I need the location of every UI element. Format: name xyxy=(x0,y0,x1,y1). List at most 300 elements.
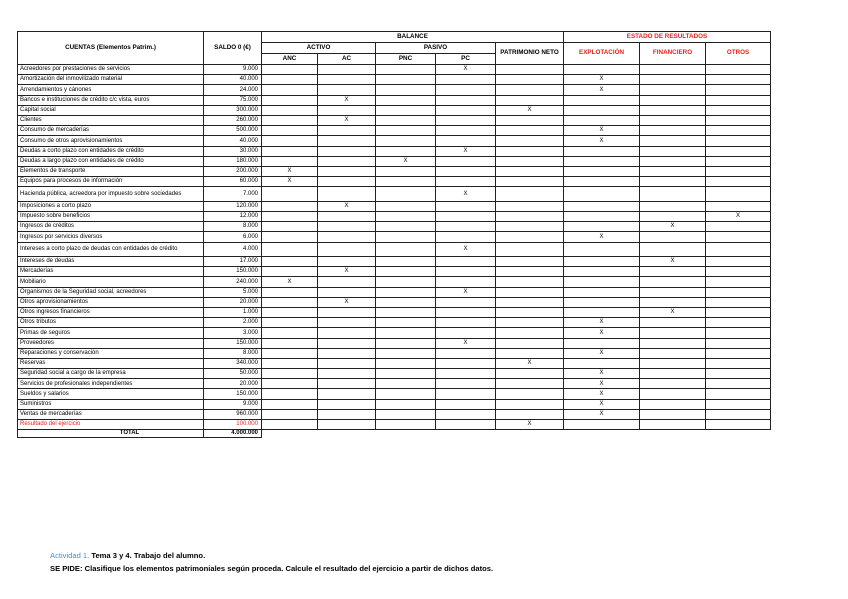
table-row xyxy=(18,257,771,267)
table-row xyxy=(18,126,771,136)
cell-otros xyxy=(706,65,771,75)
account-name: Bancos e instituciones de crédito c/c vista, euros xyxy=(18,95,204,105)
account-balance: 120.000 xyxy=(204,201,262,211)
cell-otros xyxy=(706,95,771,105)
cell-ac xyxy=(318,399,376,409)
classification-mark: X xyxy=(436,242,496,257)
cell-anc xyxy=(262,409,318,419)
cell-pnc xyxy=(376,399,436,409)
classification-mark: X xyxy=(262,277,318,287)
cell-pc xyxy=(436,232,496,242)
cell-anc xyxy=(262,348,318,358)
cell-explotacion xyxy=(564,297,640,307)
cell-financiero xyxy=(640,146,706,156)
classification-mark: X xyxy=(376,156,436,166)
classification-mark: X xyxy=(262,166,318,176)
table-row xyxy=(18,222,771,232)
cell-pc xyxy=(436,297,496,307)
cell-ac xyxy=(318,307,376,317)
account-name: Otros aprovisionamientos xyxy=(18,297,204,307)
cell-explotacion xyxy=(564,95,640,105)
cell-financiero xyxy=(640,85,706,95)
cell-explotacion xyxy=(564,338,640,348)
cell-pc xyxy=(436,318,496,328)
classification-mark: X xyxy=(564,348,640,358)
cell-otros xyxy=(706,257,771,267)
cell-otros xyxy=(706,358,771,368)
account-balance: 240.000 xyxy=(204,277,262,287)
cell-anc xyxy=(262,211,318,221)
cell-explotacion xyxy=(564,358,640,368)
account-balance: 20.000 xyxy=(204,379,262,389)
table-row xyxy=(18,358,771,368)
table-row xyxy=(18,95,771,105)
account-name: Primas de seguros xyxy=(18,328,204,338)
cell-financiero xyxy=(640,201,706,211)
cell-pc xyxy=(436,307,496,317)
account-balance: 340.000 xyxy=(204,358,262,368)
cell-pn xyxy=(496,187,564,202)
cell-pn xyxy=(496,307,564,317)
cell-pnc xyxy=(376,115,436,125)
cell-pnc xyxy=(376,277,436,287)
classification-mark: X xyxy=(318,201,376,211)
activity-line xyxy=(50,549,493,562)
account-balance: 180.000 xyxy=(204,156,262,166)
cell-pnc xyxy=(376,297,436,307)
classification-mark: X xyxy=(706,211,771,221)
cell-otros xyxy=(706,136,771,146)
cell-anc xyxy=(262,369,318,379)
account-balance: 60.000 xyxy=(204,177,262,187)
cell-otros xyxy=(706,126,771,136)
cell-otros xyxy=(706,409,771,419)
cell-otros xyxy=(706,222,771,232)
cell-ac xyxy=(318,126,376,136)
table-row xyxy=(18,307,771,317)
cell-financiero xyxy=(640,136,706,146)
cell-pn xyxy=(496,136,564,146)
cell-explotacion xyxy=(564,105,640,115)
account-balance: 9.000 xyxy=(204,399,262,409)
table-row xyxy=(18,348,771,358)
cell-otros xyxy=(706,115,771,125)
cell-pnc xyxy=(376,242,436,257)
accounts-rows xyxy=(18,65,771,430)
cell-financiero xyxy=(640,358,706,368)
classification-mark: X xyxy=(564,75,640,85)
cell-pnc xyxy=(376,318,436,328)
cell-pnc xyxy=(376,338,436,348)
cell-ac xyxy=(318,166,376,176)
account-name: Otros ingresos financieros xyxy=(18,307,204,317)
cell-explotacion xyxy=(564,420,640,430)
cell-pn xyxy=(496,201,564,211)
cell-pc xyxy=(436,277,496,287)
cell-anc xyxy=(262,358,318,368)
cell-pn xyxy=(496,399,564,409)
classification-mark: X xyxy=(564,85,640,95)
cell-financiero xyxy=(640,75,706,85)
account-name: Imposiciones a corto plazo xyxy=(18,201,204,211)
cell-otros xyxy=(706,166,771,176)
cell-ac xyxy=(318,420,376,430)
cell-anc xyxy=(262,222,318,232)
cell-pnc xyxy=(376,389,436,399)
cell-anc xyxy=(262,399,318,409)
table-row xyxy=(18,420,771,430)
account-name: Reservas xyxy=(18,358,204,368)
cell-pn xyxy=(496,338,564,348)
classification-mark: X xyxy=(564,328,640,338)
account-balance: 5.000 xyxy=(204,287,262,297)
cell-ac xyxy=(318,65,376,75)
cell-ac xyxy=(318,177,376,187)
table-row xyxy=(18,136,771,146)
cell-otros xyxy=(706,297,771,307)
cell-financiero xyxy=(640,389,706,399)
cell-explotacion xyxy=(564,242,640,257)
classification-mark: X xyxy=(436,65,496,75)
cell-ac xyxy=(318,136,376,146)
cell-ac xyxy=(318,242,376,257)
cell-pc xyxy=(436,389,496,399)
table-row xyxy=(18,146,771,156)
cell-pc xyxy=(436,75,496,85)
activity-label: Actividad 1. xyxy=(50,551,90,560)
cell-ac xyxy=(318,146,376,156)
account-name: Resultado del ejercicio xyxy=(18,420,204,430)
cell-otros xyxy=(706,277,771,287)
header-ac: AC xyxy=(318,54,376,65)
cell-ac xyxy=(318,257,376,267)
cell-pc xyxy=(436,166,496,176)
account-balance: 17.000 xyxy=(204,257,262,267)
cell-financiero xyxy=(640,166,706,176)
account-name: Amortización del inmovilizado material xyxy=(18,75,204,85)
cell-financiero xyxy=(640,369,706,379)
cell-explotacion xyxy=(564,177,640,187)
cell-otros xyxy=(706,105,771,115)
account-name: Acreedores por prestaciones de servicios xyxy=(18,65,204,75)
table-row xyxy=(18,318,771,328)
account-balance: 260.000 xyxy=(204,115,262,125)
cell-explotacion xyxy=(564,201,640,211)
cell-otros xyxy=(706,75,771,85)
cell-otros xyxy=(706,146,771,156)
header-cuentas: CUENTAS (Elementos Patrim.) xyxy=(18,32,204,65)
account-name: Ingresos de créditos xyxy=(18,222,204,232)
cell-anc xyxy=(262,389,318,399)
cell-pc xyxy=(436,420,496,430)
cell-otros xyxy=(706,187,771,202)
cell-pn xyxy=(496,156,564,166)
cell-explotacion xyxy=(564,115,640,125)
cell-financiero xyxy=(640,177,706,187)
cell-pc xyxy=(436,211,496,221)
header-otros: OTROS xyxy=(706,43,771,65)
account-balance: 150.000 xyxy=(204,338,262,348)
account-balance: 9.000 xyxy=(204,65,262,75)
table-row xyxy=(18,232,771,242)
cell-ac xyxy=(318,369,376,379)
cell-pc xyxy=(436,126,496,136)
account-balance: 500.000 xyxy=(204,126,262,136)
cell-otros xyxy=(706,242,771,257)
cell-otros xyxy=(706,379,771,389)
classification-mark: X xyxy=(496,105,564,115)
account-name: Deudas a largo plazo con entidades de crédito xyxy=(18,156,204,166)
account-balance: 300.000 xyxy=(204,105,262,115)
cell-pn xyxy=(496,277,564,287)
classification-mark: X xyxy=(436,287,496,297)
cell-pnc xyxy=(376,379,436,389)
cell-pnc xyxy=(376,369,436,379)
cell-pn xyxy=(496,297,564,307)
cell-anc xyxy=(262,420,318,430)
cell-ac xyxy=(318,232,376,242)
table-row xyxy=(18,105,771,115)
cell-pnc xyxy=(376,136,436,146)
cell-pn xyxy=(496,267,564,277)
cell-otros xyxy=(706,85,771,95)
classification-mark: X xyxy=(640,307,706,317)
cell-pc xyxy=(436,177,496,187)
cell-pnc xyxy=(376,348,436,358)
table-row xyxy=(18,297,771,307)
account-name: Organismos de la Seguridad social, acreedores xyxy=(18,287,204,297)
cell-otros xyxy=(706,307,771,317)
cell-financiero xyxy=(640,409,706,419)
cell-explotacion xyxy=(564,156,640,166)
cell-pnc xyxy=(376,166,436,176)
account-name: Ingresos por servicios diversos xyxy=(18,232,204,242)
cell-pn xyxy=(496,348,564,358)
cell-anc xyxy=(262,105,318,115)
cell-pnc xyxy=(376,211,436,221)
cell-anc xyxy=(262,242,318,257)
table-row xyxy=(18,267,771,277)
cell-financiero xyxy=(640,328,706,338)
table-row xyxy=(18,75,771,85)
cell-ac xyxy=(318,277,376,287)
account-balance: 960.000 xyxy=(204,409,262,419)
cell-pnc xyxy=(376,75,436,85)
classification-mark: X xyxy=(564,369,640,379)
classification-mark: X xyxy=(564,379,640,389)
header-anc: ANC xyxy=(262,54,318,65)
account-name: Hacienda pública, acreedora por impuesto sobre sociedades xyxy=(18,187,204,202)
account-name: Servicios de profesionales independientes xyxy=(18,379,204,389)
account-name: Mercaderías xyxy=(18,267,204,277)
classification-mark: X xyxy=(318,115,376,125)
cell-explotacion xyxy=(564,222,640,232)
table-row xyxy=(18,156,771,166)
task-line xyxy=(50,562,493,575)
account-name: Impuesto sobre beneficios xyxy=(18,211,204,221)
classification-mark: X xyxy=(436,338,496,348)
account-name: Sueldos y salarios xyxy=(18,389,204,399)
account-balance: 1.000 xyxy=(204,307,262,317)
account-balance: 12.000 xyxy=(204,211,262,221)
cell-explotacion xyxy=(564,257,640,267)
account-name: Intereses de deudas xyxy=(18,257,204,267)
total-row xyxy=(18,430,771,438)
account-name: Intereses a corto plazo de deudas con entidades de crédito xyxy=(18,242,204,257)
total-value: 4.000.000 xyxy=(204,430,262,438)
cell-ac xyxy=(318,211,376,221)
cell-financiero xyxy=(640,115,706,125)
cell-pnc xyxy=(376,358,436,368)
header-activo: ACTIVO xyxy=(262,43,376,54)
account-name: Consumo de otros aprovisionamientos xyxy=(18,136,204,146)
cell-pnc xyxy=(376,267,436,277)
header-estado-resultados: ESTADO DE RESULTADOS xyxy=(564,32,771,43)
cell-pnc xyxy=(376,232,436,242)
cell-pc xyxy=(436,348,496,358)
cell-ac xyxy=(318,358,376,368)
cell-pnc xyxy=(376,85,436,95)
cell-ac xyxy=(318,379,376,389)
cell-ac xyxy=(318,348,376,358)
cell-ac xyxy=(318,287,376,297)
cell-anc xyxy=(262,338,318,348)
account-balance: 150.000 xyxy=(204,267,262,277)
cell-explotacion xyxy=(564,166,640,176)
cell-pn xyxy=(496,177,564,187)
account-name: Clientes xyxy=(18,115,204,125)
account-name: Otros tributos xyxy=(18,318,204,328)
cell-pn xyxy=(496,166,564,176)
header-pasivo: PASIVO xyxy=(376,43,496,54)
cell-anc xyxy=(262,201,318,211)
cell-pc xyxy=(436,85,496,95)
cell-otros xyxy=(706,348,771,358)
cell-pnc xyxy=(376,177,436,187)
cell-anc xyxy=(262,187,318,202)
cell-pnc xyxy=(376,287,436,297)
account-balance: 200.000 xyxy=(204,166,262,176)
cell-anc xyxy=(262,75,318,85)
cell-financiero xyxy=(640,348,706,358)
task-label: SE PIDE xyxy=(50,564,80,573)
table-row xyxy=(18,399,771,409)
classification-mark: X xyxy=(496,358,564,368)
cell-financiero xyxy=(640,297,706,307)
account-name: Proveedores xyxy=(18,338,204,348)
cell-ac xyxy=(318,328,376,338)
cell-anc xyxy=(262,85,318,95)
cell-pnc xyxy=(376,126,436,136)
cell-otros xyxy=(706,369,771,379)
cell-financiero xyxy=(640,267,706,277)
cell-pn xyxy=(496,75,564,85)
cell-pnc xyxy=(376,201,436,211)
table-row xyxy=(18,177,771,187)
cell-pn xyxy=(496,389,564,399)
cell-ac xyxy=(318,105,376,115)
classification-mark: X xyxy=(640,222,706,232)
classification-mark: X xyxy=(564,232,640,242)
cell-ac xyxy=(318,222,376,232)
cell-financiero xyxy=(640,156,706,166)
cell-anc xyxy=(262,287,318,297)
cell-ac xyxy=(318,85,376,95)
cell-pnc xyxy=(376,257,436,267)
activity-text: Tema 3 y 4. Trabajo del alumno. xyxy=(89,551,206,560)
instructions xyxy=(50,549,493,575)
table-row xyxy=(18,65,771,75)
table-row xyxy=(18,328,771,338)
total-empty xyxy=(262,430,771,438)
cell-pn xyxy=(496,222,564,232)
cell-explotacion xyxy=(564,211,640,221)
total-label: TOTAL xyxy=(18,430,204,438)
cell-pnc xyxy=(376,420,436,430)
cell-financiero xyxy=(640,379,706,389)
cell-otros xyxy=(706,389,771,399)
cell-pc xyxy=(436,201,496,211)
cell-pn xyxy=(496,126,564,136)
cell-pc xyxy=(436,95,496,105)
classification-mark: X xyxy=(318,95,376,105)
table-row xyxy=(18,409,771,419)
classification-mark: X xyxy=(564,399,640,409)
cell-pn xyxy=(496,328,564,338)
cell-pnc xyxy=(376,187,436,202)
cell-pc xyxy=(436,409,496,419)
cell-financiero xyxy=(640,242,706,257)
cell-otros xyxy=(706,177,771,187)
cell-pc xyxy=(436,267,496,277)
cell-otros xyxy=(706,287,771,297)
cell-otros xyxy=(706,318,771,328)
cell-pc xyxy=(436,222,496,232)
cell-anc xyxy=(262,318,318,328)
cell-financiero xyxy=(640,338,706,348)
account-balance: 40.000 xyxy=(204,136,262,146)
cell-anc xyxy=(262,379,318,389)
cell-pc xyxy=(436,115,496,125)
account-name: Consumo de mercaderías xyxy=(18,126,204,136)
cell-otros xyxy=(706,267,771,277)
cell-pnc xyxy=(376,222,436,232)
header-financiero: FINANCIERO xyxy=(640,43,706,65)
task-text: : Clasifique los elementos patrimoniales según proceda. Calcule el resultado del ejercicio a partir de dichos datos. xyxy=(79,564,494,573)
cell-financiero xyxy=(640,65,706,75)
table-row xyxy=(18,211,771,221)
cell-anc xyxy=(262,328,318,338)
cell-ac xyxy=(318,338,376,348)
classification-mark: X xyxy=(436,146,496,156)
cell-otros xyxy=(706,232,771,242)
cell-pc xyxy=(436,328,496,338)
account-name: Equipos para procesos de información xyxy=(18,177,204,187)
cell-pnc xyxy=(376,328,436,338)
table-row xyxy=(18,242,771,257)
header-pc: PC xyxy=(436,54,496,65)
cell-otros xyxy=(706,328,771,338)
account-balance: 50.000 xyxy=(204,369,262,379)
account-balance: 8.000 xyxy=(204,222,262,232)
cell-financiero xyxy=(640,105,706,115)
table-row xyxy=(18,115,771,125)
cell-pc xyxy=(436,257,496,267)
cell-ac xyxy=(318,75,376,85)
cell-anc xyxy=(262,307,318,317)
account-balance: 2.000 xyxy=(204,318,262,328)
classification-mark: X xyxy=(564,136,640,146)
